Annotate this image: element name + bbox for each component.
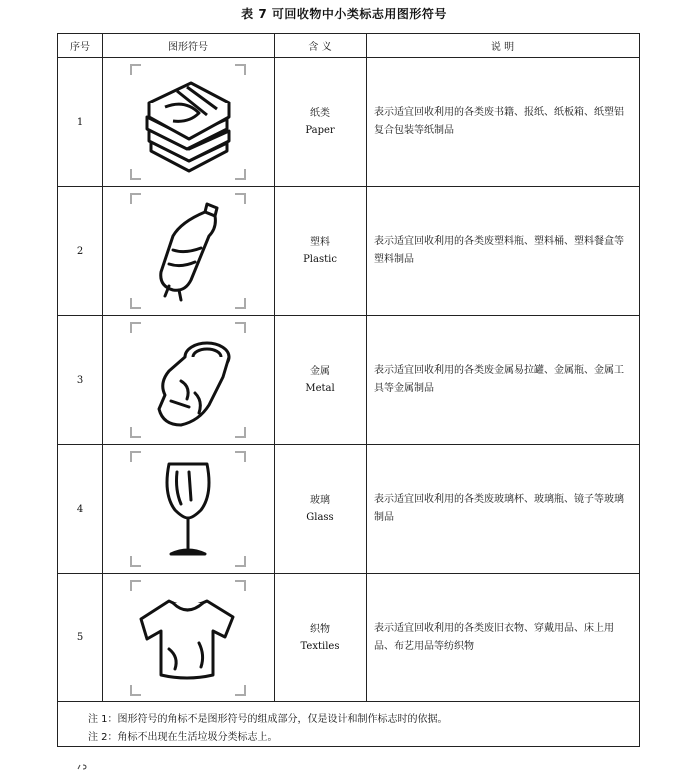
table-header-row	[58, 34, 639, 58]
table-row	[58, 316, 639, 445]
crushed-can-icon	[129, 321, 247, 439]
meaning-en: Plastic	[303, 254, 337, 265]
description-cell: 表示适宜回收利用的各类废塑料瓶、塑料桶、塑料餐盒等塑料制品	[374, 236, 624, 265]
meaning-en: Paper	[305, 125, 335, 136]
symbol-cell	[102, 316, 274, 444]
meaning-cell	[274, 445, 366, 573]
meaning-cell	[274, 574, 366, 701]
wine-glass-icon	[129, 450, 247, 568]
meaning-cn: 玻璃	[310, 495, 330, 506]
symbol-cell	[102, 58, 274, 186]
plastic-bottle-icon	[129, 192, 247, 310]
meaning-cn: 金属	[310, 366, 330, 377]
header-symbol: 图形符号	[168, 42, 208, 53]
row-number: 5	[76, 632, 84, 643]
symbol-table	[57, 33, 640, 747]
table-row	[58, 187, 639, 316]
table-title: 表 7 可回收物中小类标志用图形符号	[241, 7, 447, 21]
row-number: 3	[76, 374, 84, 386]
meaning-cell	[274, 316, 366, 444]
meaning-en: Textiles	[300, 640, 340, 652]
row-number: 1	[76, 116, 84, 128]
meaning-en: Metal	[305, 383, 335, 394]
column-divider	[102, 34, 103, 702]
table-row	[58, 445, 639, 574]
table-row	[58, 574, 639, 702]
table-notes	[58, 702, 639, 746]
paper-stack-icon	[129, 63, 247, 181]
meaning-cn: 塑料	[310, 237, 330, 248]
row-number: 4	[76, 503, 84, 515]
description-cell: 表示适宜回收利用的各类废玻璃杯、玻璃瓶、镜子等玻璃制品	[374, 494, 624, 523]
description-cell: 表示适宜回收利用的各类废金属易拉罐、金属瓶、金属工具等金属制品	[374, 365, 624, 394]
description-cell: 表示适宜回收利用的各类废书籍、报纸、纸板箱、纸塑铝复合包装等纸制品	[374, 107, 624, 136]
note-2: 注 2：角标不出现在生活垃圾分类标志上。	[88, 732, 278, 743]
row-number: 2	[76, 245, 84, 257]
page-number-fragment	[77, 764, 91, 770]
header-no: 序号	[70, 42, 90, 53]
symbol-cell	[102, 187, 274, 315]
header-meaning: 含 义	[308, 42, 332, 53]
meaning-cn: 纸类	[310, 108, 330, 119]
symbol-cell	[102, 574, 274, 701]
symbol-cell	[102, 445, 274, 573]
description-cell: 表示适宜回收利用的各类废旧衣物、穿戴用品、床上用品、布艺用品等纺织物	[374, 622, 614, 652]
meaning-cn: 织物	[310, 623, 330, 635]
header-description: 说 明	[490, 42, 515, 53]
meaning-en: Glass	[306, 512, 334, 523]
column-divider	[274, 34, 275, 702]
t-shirt-icon	[129, 579, 247, 697]
column-divider	[366, 34, 367, 702]
table-row	[58, 58, 639, 187]
note-1: 注 1：图形符号的角标不是图形符号的组成部分，仅是设计和制作标志时的依据。	[88, 714, 448, 725]
meaning-cell	[274, 187, 366, 315]
meaning-cell	[274, 58, 366, 186]
